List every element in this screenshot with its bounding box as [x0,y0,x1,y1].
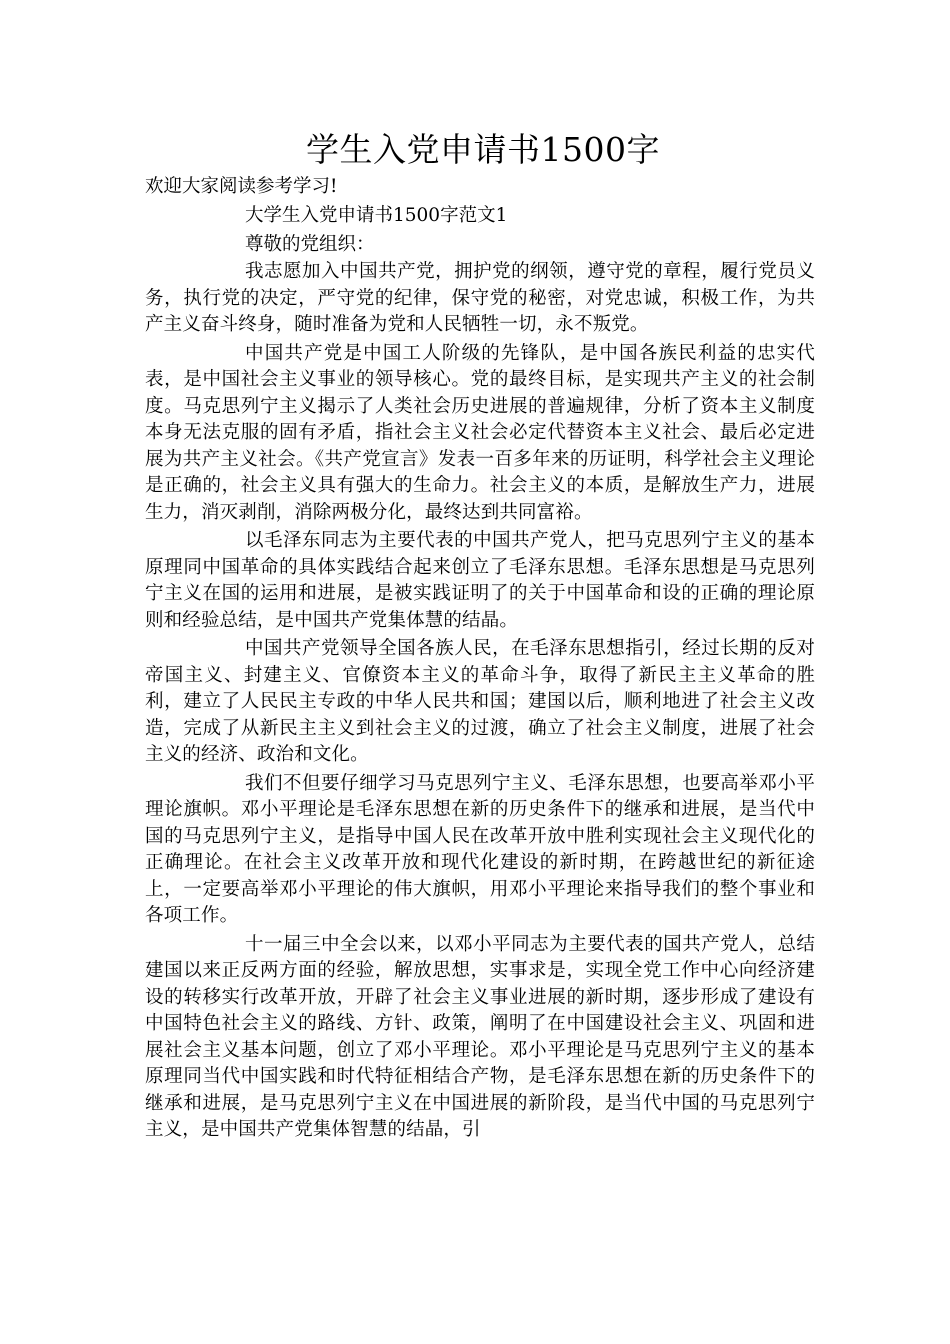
intro-text: 欢迎大家阅读参考学习! [145,176,338,197]
paragraph-1: 我志愿加入中国共产党，拥护党的纲领，遵守党的章程，履行党员义务，执行党的决定，严守党的纪律，保守党的秘密，对党忠诚，积极工作，为共产主义奋斗终身，随时准备为党和人民牺牲一切，永不叛党。 [145,261,815,335]
document-page [145,128,815,1144]
salutation: 尊敬的党组织： [245,234,375,255]
document-subtitle: 大学生入党申请书1500字范文1 [245,205,508,226]
paragraph-6: 十一届三中全会以来，以邓小平同志为主要代表的国共产党人，总结建国以来正反两方面的经验，解放思想，实事求是，实现全党工作中心向经济建设的转移实行改革开放，开辟了社会主义事业进展的新时期，逐步形成了建设有中国特色社会主义的路线、方针、政策，阐明了在中国建设社会主义、巩固和进展社会主义基本问题，创立了邓小平理论。邓小平理论是马克思列宁主义的基本原理同当代中国实践和时代特征相结合产物，是毛泽东思想在新的历史条件下的继承和进展，是马克思列宁主义在中国进展的新阶段，是当代中国的马克思列宁主义，是中国共产党集体智慧的结晶，引 [145,933,815,1140]
paragraph-5: 我们不但要仔细学习马克思列宁主义、毛泽东思想，也要高举邓小平理论旗帜。邓小平理论是毛泽东思想在新的历史条件下的继承和进展，是当代中国的马克思列宁主义，是指导中国人民在改革开放中胜利实现社会主义现代化的正确理论。在社会主义改革开放和现代化建设的新时期，在跨越世纪的新征途上，一定要高举邓小平理论的伟大旗帜，用邓小平理论来指导我们的整个事业和各项工作。 [145,772,815,926]
document-title: 学生入党申请书1500字 [306,130,660,169]
paragraph-2: 中国共产党是中国工人阶级的先锋队，是中国各族民利益的忠实代表，是中国社会主义事业的领导核心。党的最终目标，是实现共产主义的社会制度。马克思列宁主义揭示了人类社会历史进展的普遍规律，分析了资本主义制度本身无法克服的固有矛盾，指社会主义社会必定代替资本主义社会、最后必定进展为共产主义社会。《共产党宣言》发表一百多年来的历证明，科学社会主义理论是正确的，社会主义具有强大的生命力。社会主义的本质，是解放生产力，进展生力，消灭剥削，消除两极分化，最终达到共同富裕。 [145,342,815,523]
paragraph-4: 中国共产党领导全国各族人民，在毛泽东思想指引，经过长期的反对帝国主义、封建主义、官僚资本主义的革命斗争，取得了新民主主义革命的胜利，建立了人民民主专政的中华人民共和国；建国以后，顺利地进了社会主义改造，完成了从新民主主义到社会主义的过渡，确立了社会主义制度，进展了社会主义的经济、政治和文化。 [145,638,815,765]
paragraph-3: 以毛泽东同志为主要代表的中国共产党人，把马克思列宁主义的基本原理同中国革命的具体实践结合起来创立了毛泽东思想。毛泽东思想是马克思列宁主义在国的运用和进展，是被实践证明了的关于中国革命和设的正确的理论原则和经验总结，是中国共产党集体慧的结晶。 [145,530,815,631]
